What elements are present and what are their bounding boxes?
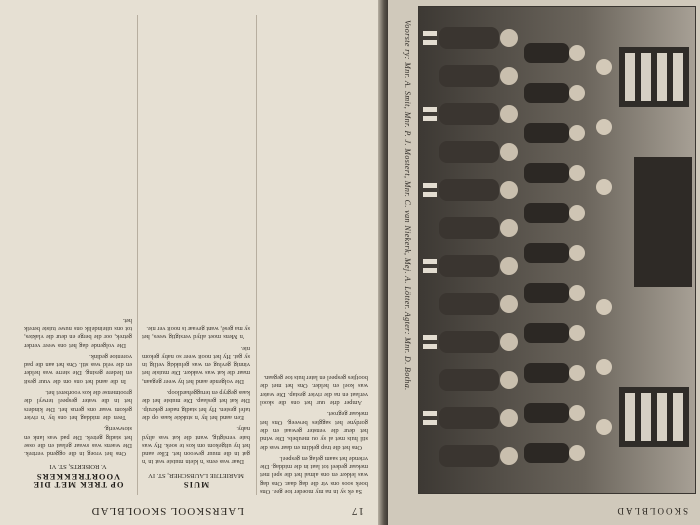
paragraph: 'n Mens moet altyd versigtig wees, het sy ma gesê, want gevaar is nooit ver nie. — [142, 324, 250, 341]
page-number: 17 — [351, 505, 364, 517]
paragraph: Ons het die trap geklim en daar was die stil huis met al sy ou meubels. Die wind het deur die venster gewaai en die gordyne het saggies beweeg. Ons het mekaar gegroet. — [260, 410, 368, 451]
paragraph: Een aand het hy 'n stukkie kaas op die tafel gesien. Hy het stadig nader gekruip. Die kat het geslaap. Die muisie het die kaas gegryp en teruggehardloop. — [142, 389, 250, 421]
article-heading: OP TREK MET DIE VOORTREKKERS — [32, 471, 124, 490]
paragraph: In die aand het ons om die vuur gesit en liedere gesing. Die sterre was helder en die veld was stil. Ons het aan die pad vorentoe gedink. — [24, 352, 132, 385]
paragraph: Daar was eens 'n klein muisie wat in 'n gat in die muur gewoon het. Elke aand het hy uitgekom om kos te soek. Hy was baie versigtig, want die kat was altyd naby. — [142, 425, 250, 466]
photo-caption: Voorste ry: Mnr. A. Smit, Mnr. P. J. Mostert, Mnr. C. van Niekerk, Mej. A. Lötter. Agter: Mnr. D. Botha. — [403, 20, 412, 391]
paragraph: Amper drie uur het ons die skool verlaat en na die rivier gestap. Die water was koel en helder. Ons het met die bootjies gespeel en later huis toe gegaan. — [260, 374, 368, 407]
paragraph: Die volgende dag het ons weer verder getrek, oor die berge en deur die vlaktes, tot ons uiteindelik ons nuwe tuiste bereik het. — [24, 316, 132, 349]
paragraph: Ons het vroeg in die oggend vertrek. Die waens was swaar gelaai en die osse het stadig getrek. Die pad was lank en stowwerig. — [24, 425, 132, 458]
group-photograph — [418, 6, 696, 494]
article-byline: V. ROBERTS, ST. VI — [49, 463, 107, 471]
text-column-3 — [24, 15, 132, 495]
paragraph: Die volgende aand het hy weer gegaan, maar die kat was wakker. Die muisie het vinnig gevlug en was gelukkig veilig in sy gat. Hy het nooit weer so naby gekom nie. — [142, 344, 250, 385]
paragraph: Teen die middag het ons by 'n rivier gekom waar ons gerus het. Die kinders het in die water gespeel terwyl die grootmense die kos voorberei het. — [24, 389, 132, 421]
page-footer: SKOOLBLAD — [615, 506, 688, 516]
column-divider — [256, 15, 257, 495]
text-column-1 — [260, 15, 368, 495]
running-title: LAERSKOOL SKOOLBLAD — [90, 505, 244, 517]
article-byline: MARIETJIE LAUBSCHER, ST. IV — [148, 471, 244, 479]
right-page — [388, 0, 700, 525]
running-head — [24, 501, 364, 517]
column-divider — [137, 15, 138, 495]
group-photo-illustration — [419, 7, 695, 493]
article-heading: MUIS — [182, 480, 210, 490]
paragraph: Sa ek sy in na my moeder toe gee. Ons boek soos ons vir die dag daar. Ons dag was lekker en ons almal het die spel met mekaar gedeel tot laat in die middag. Die vriende het saam gelag en gespeel. — [260, 454, 368, 495]
text-column-2 — [142, 15, 250, 495]
